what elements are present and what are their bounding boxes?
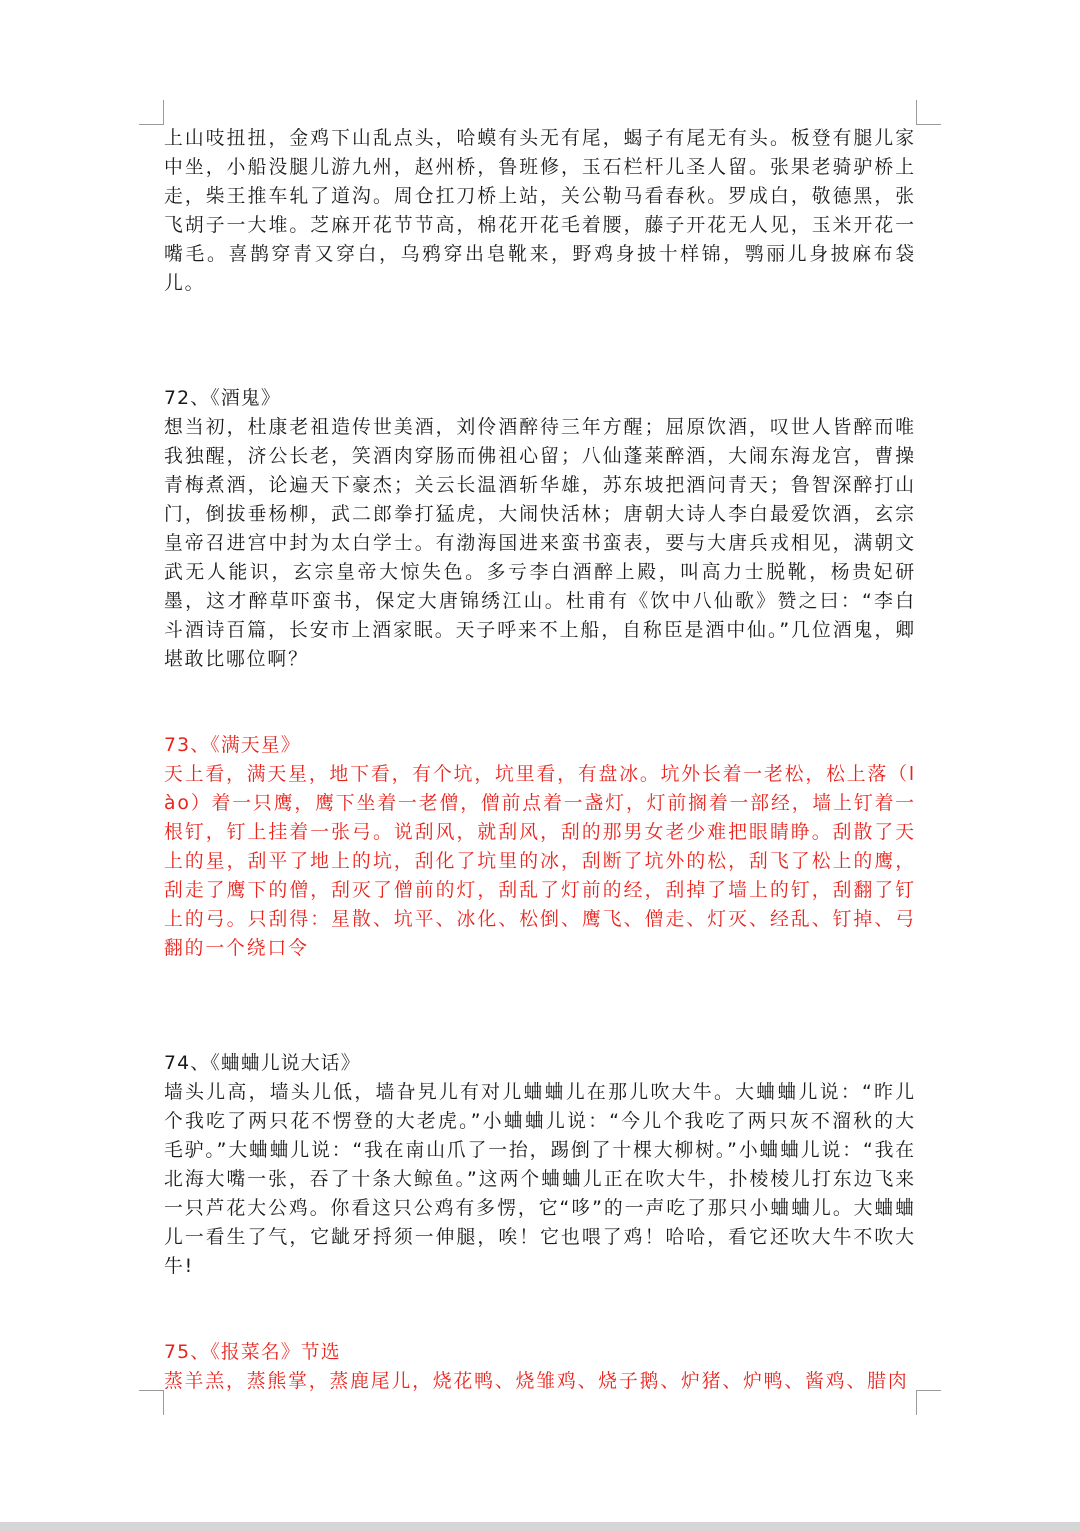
- crop-mark-bottom-right: [916, 1390, 917, 1415]
- document-body[interactable]: [164, 124, 916, 1396]
- intro-paragraph: 上山吱扭扭，金鸡下山乱点头，哈蟆有头无有尾，蝎子有尾无有头。板登有腿儿家中坐，小船没腿儿游九州，赵州桥，鲁班修，玉石栏杆儿圣人留。张果老骑驴桥上走，柴王推车轧了道沟。周仓扛刀桥上站，关公勒马看春秋。罗成白，敬德黑，张飞胡子一大堆。芝麻开花节节高，棉花开花毛着腰，藤子开花无人见，玉米开花一嘴毛。喜鹊穿青又穿白，乌鸦穿出皂靴来，野鸡身披十样锦，鹗丽儿身披麻布袋儿。: [164, 128, 916, 294]
- section-title: 75、《报菜名》节选: [164, 1342, 341, 1363]
- crop-mark-bottom-left: [139, 1390, 164, 1391]
- crop-mark-top-right: [916, 100, 917, 125]
- crop-mark-bottom-right: [916, 1390, 941, 1391]
- section-body: 墙头儿高，墙头儿低，墙旮旯儿有对儿蛐蛐儿在那儿吹大牛。大蛐蛐儿说：“昨儿个我吃了两只花不愣登的大老虎。”小蛐蛐儿说：“今儿个我吃了两只灰不溜秋的大毛驴。”大蛐蛐儿说：“我在南山爪了一抬，踢倒了十棵大柳树。”小蛐蛐儿说：“我在北海大嘴一张，吞了十条大鲸鱼。”这两个蛐蛐儿正在吹大牛，扑棱棱儿打东边飞来一只芦花大公鸡。你看这只公鸡有多愣，它“哆”的一声吃了那只小蛐蛐儿。大蛐蛐儿一看生了气，它龇牙捋须一伸腿，唉！它也喂了鸡！哈哈，看它还吹大牛不吹大牛!: [164, 1082, 916, 1277]
- crop-mark-top-left: [139, 124, 164, 125]
- section-title: 74、《蛐蛐儿说大话》: [164, 1053, 361, 1074]
- horizontal-scrollbar-track[interactable]: [0, 1522, 1080, 1532]
- section-title: 72、《酒鬼》: [164, 388, 281, 409]
- section-body: 想当初，杜康老祖造传世美酒，刘伶酒醉待三年方醒；屈原饮酒，叹世人皆醉而唯我独醒，济公长老，笑酒肉穿肠而佛祖心留；八仙蓬莱醉酒，大闹东海龙宫，曹操青梅煮酒，论遍天下豪杰；关云长温酒斩华雄，苏东坡把酒问青天；鲁智深醉打山门，倒拔垂杨柳，武二郎拳打猛虎，大闹快活林；唐朝大诗人李白最爱饮酒，玄宗皇帝召进宫中封为太白学士。有渤海国进来蛮书蛮表，要与大唐兵戎相见，满朝文武无人能识，玄宗皇帝大惊失色。多亏李白酒醉上殿，叫高力士脱靴，杨贵妃研墨，这才醉草吓蛮书，保定大唐锦绣江山。杜甫有《饮中八仙歌》赞之曰：“李白斗酒诗百篇，长安市上酒家眠。天子呼来不上船，自称臣是酒中仙。”几位酒鬼，卿堪敢比哪位啊？: [164, 417, 916, 670]
- section-body: 天上看，满天星，地下看，有个坑，坑里看，有盘冰。坑外长着一老松，松上落（lào）着一只鹰，鹰下坐着一老僧，僧前点着一盏灯，灯前搁着一部经，墙上钉着一根钉，钉上挂着一张弓。说刮风，就刮风，刮的那男女老少难把眼睛睁。刮散了天上的星，刮平了地上的坑，刮化了坑里的冰，刮断了坑外的松，刮飞了松上的鹰，刮走了鹰下的僧，刮灭了僧前的灯，刮乱了灯前的经，刮掉了墙上的钉，刮翻了钉上的弓。只刮得：星散、坑平、冰化、松倒、鹰飞、僧走、灯灭、经乱、钉掉、弓翻的一个绕口令: [164, 764, 916, 959]
- section-72: [164, 384, 916, 674]
- crop-mark-top-left: [163, 100, 164, 125]
- section-body: 蒸羊羔，蒸熊掌，蒸鹿尾儿，烧花鸭、烧雏鸡、烧子鹅、炉猪、炉鸭、酱鸡、腊肉: [164, 1371, 909, 1392]
- section-title: 73、《满天星》: [164, 735, 301, 756]
- crop-mark-top-right: [916, 124, 941, 125]
- section-74: [164, 1049, 916, 1281]
- section-73: [164, 731, 916, 963]
- section-75: [164, 1338, 916, 1396]
